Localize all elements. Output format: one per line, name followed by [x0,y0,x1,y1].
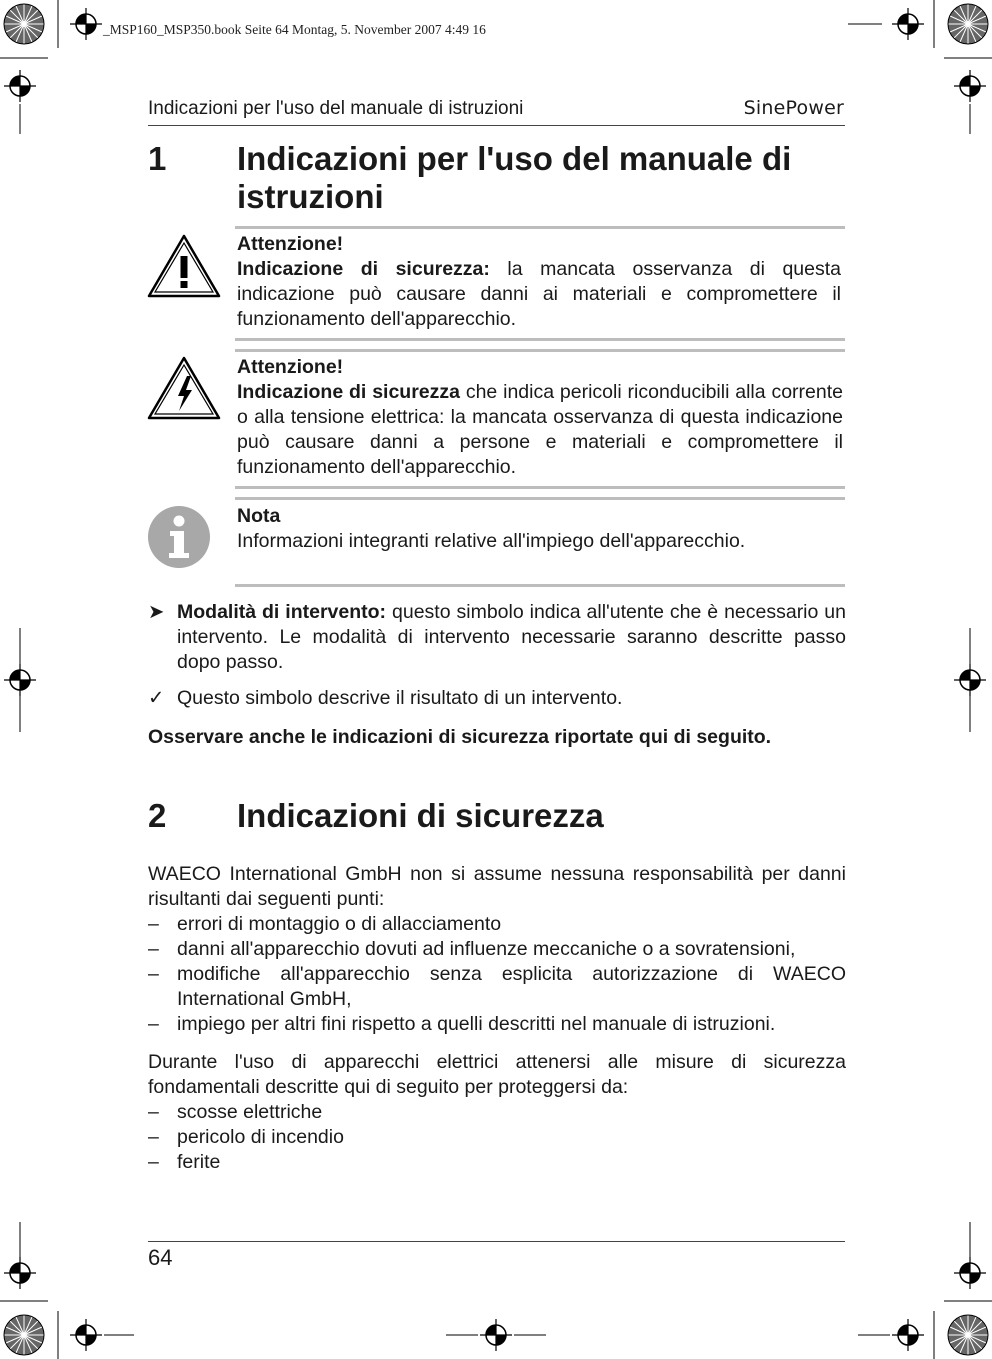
section-number: 1 [148,140,167,177]
section-title: Indicazioni di sicurezza [237,797,604,834]
registration-mark-icon [954,1257,986,1289]
list-item: – ferite [148,1151,221,1173]
registration-mark-icon [4,70,36,102]
protection-list [148,1100,846,1175]
note-lead: Indicazione di sicurezza: [237,258,490,280]
registration-mark-icon [4,1257,36,1289]
arrow-icon: ➤ [148,601,165,623]
note-text: Informazioni integranti relative all'impiego dell'apparecchio. [237,530,746,552]
note-text: la mancata osservanza di questa indicazione può causare danni ai materiali e compromettere il funzionamento dell'apparecchio. [237,258,841,330]
note-separator [235,497,845,500]
list-dash: – [148,913,159,935]
liability-intro: WAECO International GmbH non si assume nessuna responsabilità per danni risultanti dai seguenti punti: [148,863,846,910]
registration-mark-icon [954,70,986,102]
starburst-icon [4,4,44,44]
note-separator [235,226,845,229]
list-dash: – [148,1151,159,1173]
electric-hazard-icon [147,356,221,420]
starburst-icon [948,1315,988,1355]
list-item: – impiego per altri fini rispetto a quelli descritti nel manuale di istruzioni. [148,1013,776,1035]
list-dash: – [148,1013,159,1035]
footer-rule [148,1241,845,1242]
note-separator [235,584,845,587]
list-dash: – [148,963,159,985]
note-separator [235,338,845,341]
list-item: – errori di montaggio o di allacciamento [148,913,502,935]
list-dash: – [148,938,159,960]
registration-mark-icon [4,664,36,696]
action-instruction [148,600,846,676]
section-number: 2 [148,797,167,834]
page-number: 64 [148,1245,173,1270]
observe-notice: Osservare anche le indicazioni di sicurezza riportate qui di seguito. [148,726,772,748]
starburst-icon [948,4,988,44]
starburst-icon [4,1315,44,1355]
list-dash: – [148,1126,159,1148]
list-item: – pericolo di incendio [148,1126,344,1148]
result-line [148,686,846,711]
note-heading: Nota [237,505,281,527]
registration-mark-icon [70,8,102,40]
note-info [237,504,849,554]
note-text: che indica pericoli riconducibili alla corrente o alla tensione elettrica: la mancata osservanza di questa indicazione può causare danni a persone e materiali e compromettere il funzionamento dell'apparecchio. [237,381,843,478]
section-title: Indicazioni per l'uso del manuale di istruzioni [237,140,792,215]
info-icon [147,505,211,569]
checkmark-icon: ✓ [148,687,165,709]
note-heading: Attenzione! [237,356,344,378]
note-lead: Indicazione di sicurezza [237,381,460,403]
note-warning [237,232,849,332]
list-dash: – [148,1101,159,1123]
action-text: questo simbolo indica all'utente che è necessario un intervento. Le modalità di intervento necessarie saranno descritte passo dopo passo. [177,601,846,673]
header-rule [148,125,845,126]
note-electric [237,355,849,480]
note-separator [235,349,845,352]
warning-triangle-icon [147,234,221,298]
registration-mark-icon [892,1319,924,1351]
running-header-title: Indicazioni per l'uso del manuale di istruzioni [148,98,524,119]
protection-intro: Durante l'uso di apparecchi elettrici attenersi alle misure di sicurezza fondamentali descritte qui di seguito per proteggersi da: [148,1051,846,1098]
brand-logo: SinePower [743,97,844,119]
print-slug: _MSP160_MSP350.book Seite 64 Montag, 5. November 2007 4:49 16 [103,22,486,37]
registration-mark-icon [892,8,924,40]
registration-mark-icon [954,664,986,696]
list-item: – scosse elettriche [148,1101,323,1123]
registration-mark-icon [70,1319,102,1351]
action-lead: Modalità di intervento: [177,601,387,623]
result-text: Questo simbolo descrive il risultato di un intervento. [177,687,623,709]
liability-list [148,912,846,1037]
note-heading: Attenzione! [237,233,344,255]
note-separator [235,486,845,489]
registration-mark-icon [480,1319,512,1351]
list-item: – danni all'apparecchio dovuti ad influenze meccaniche o a sovratensioni, [148,938,796,960]
list-item: – modifiche all'apparecchio senza esplicita autorizzazione di WAECO International GmbH, [148,963,846,1010]
